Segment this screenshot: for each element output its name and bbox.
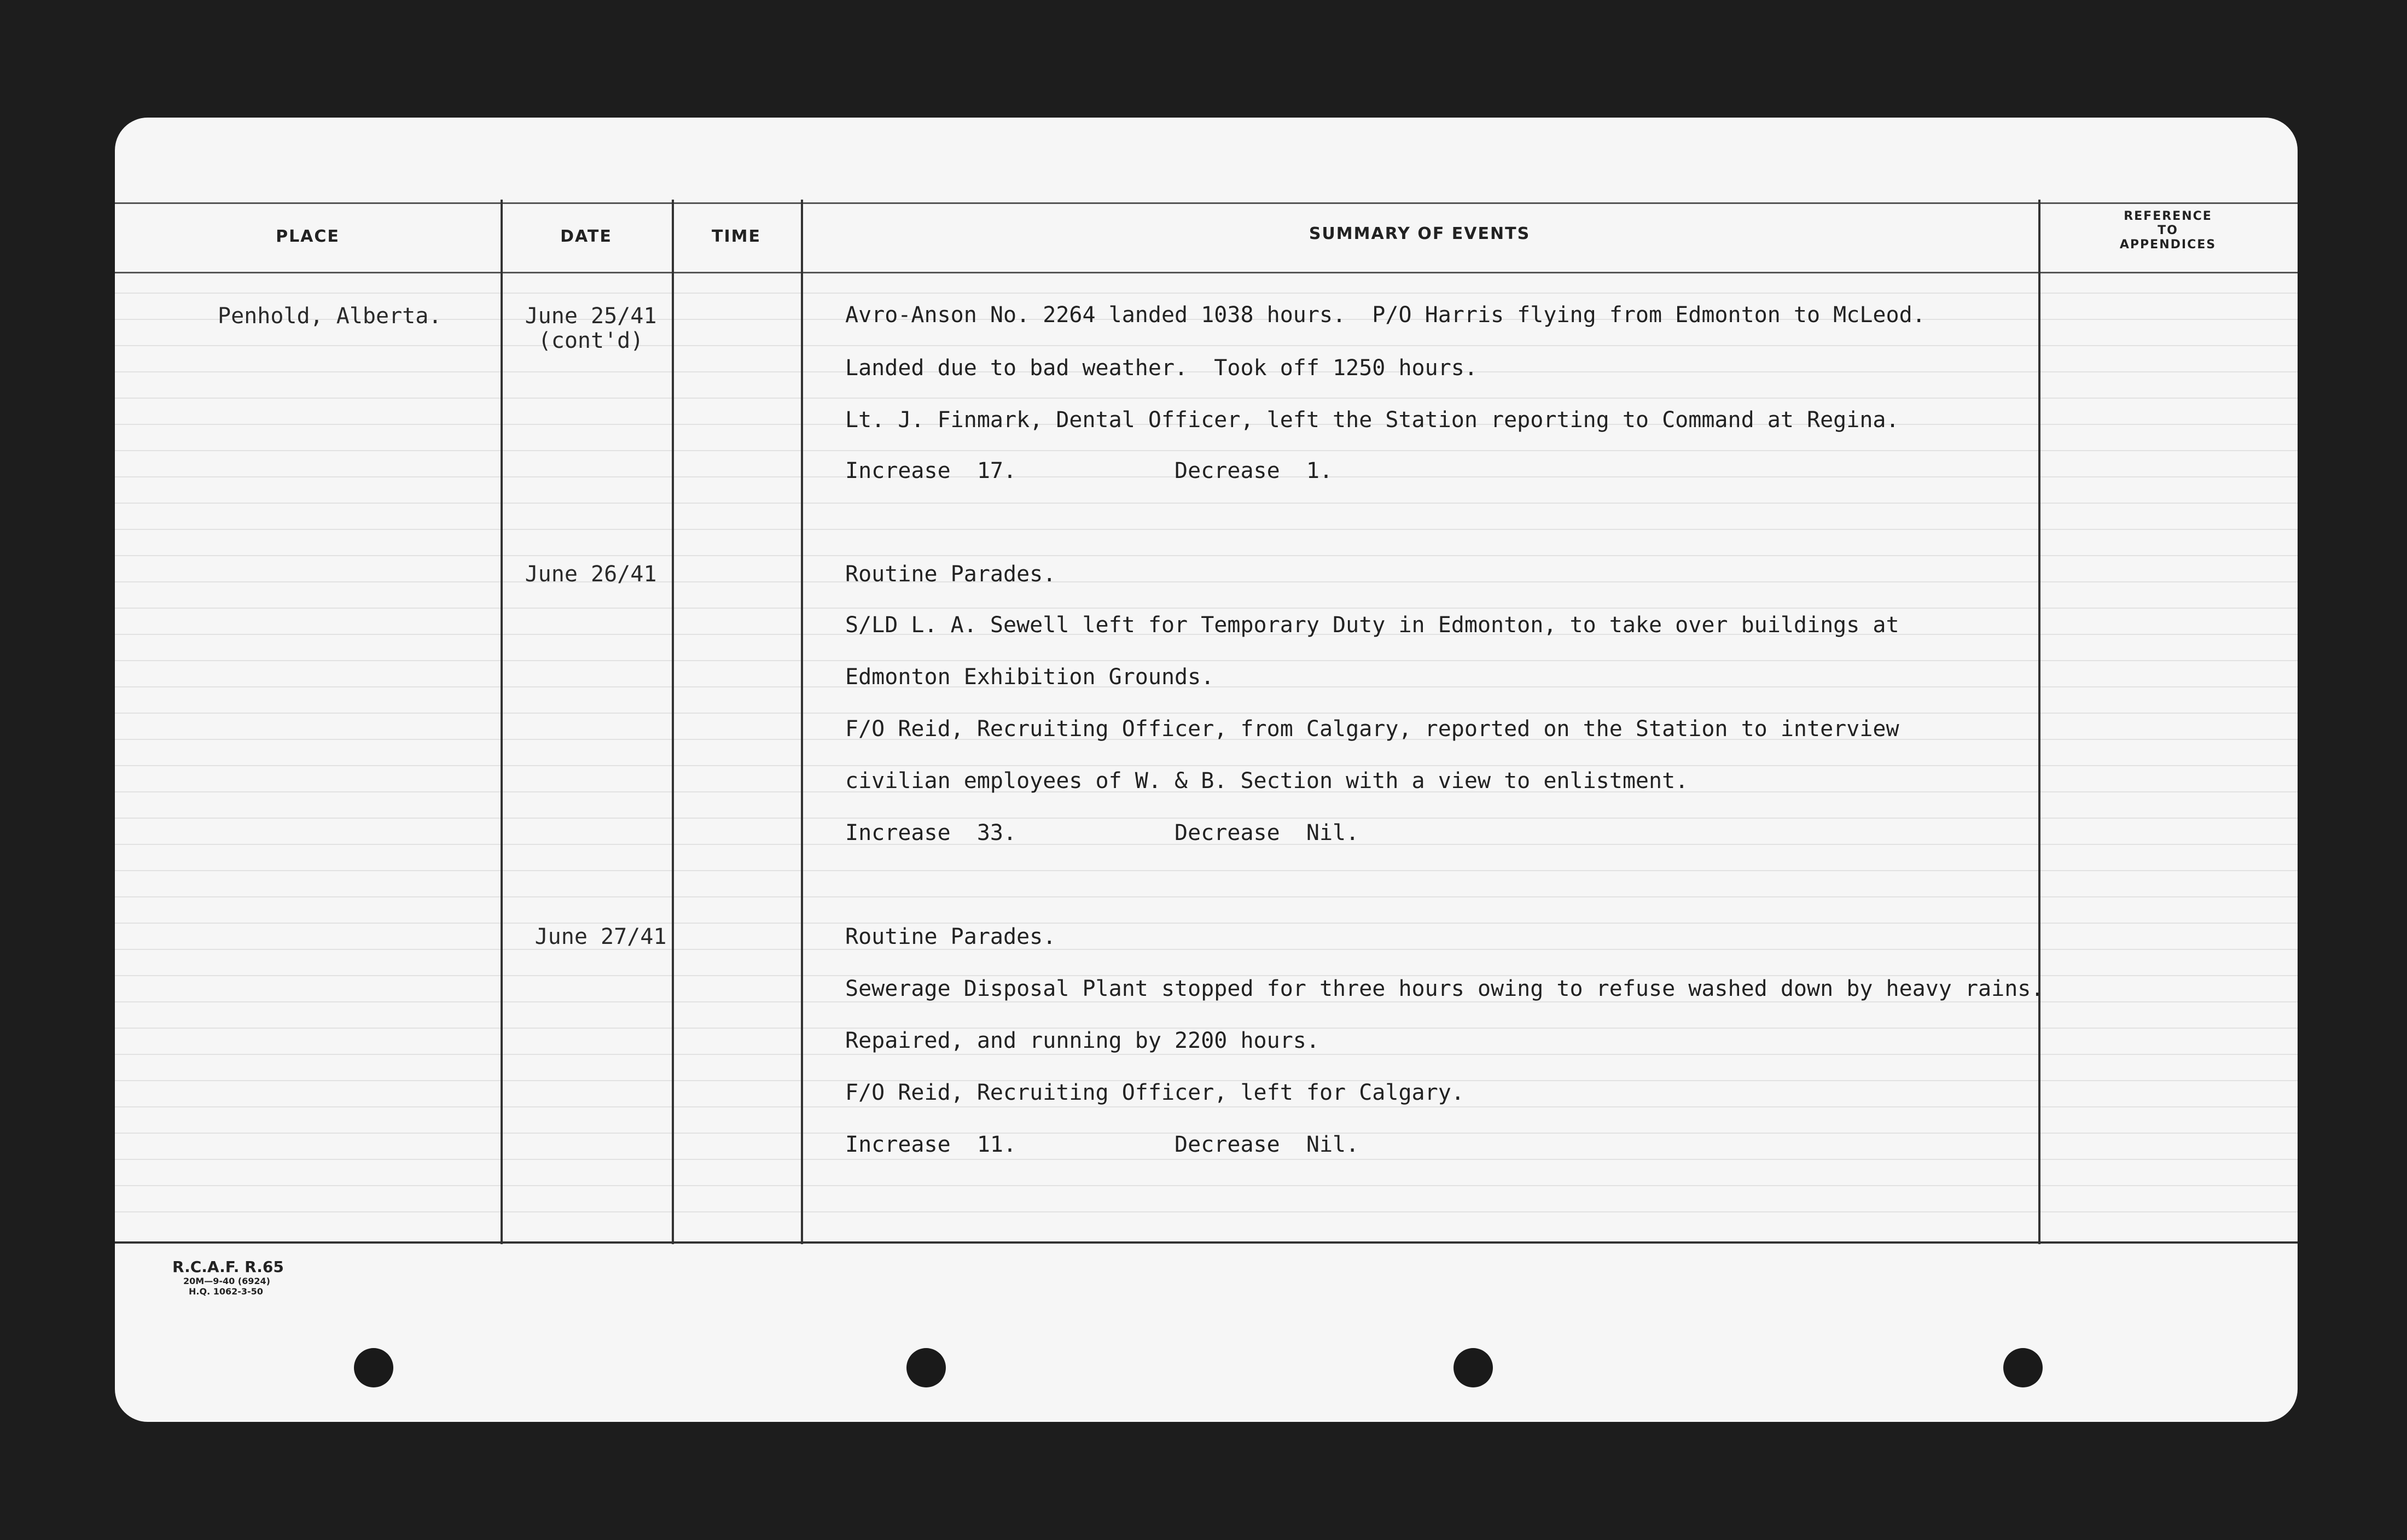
ruled-line: [115, 555, 2298, 556]
ruled-line: [115, 1106, 2298, 1107]
ruled-line: [115, 581, 2298, 582]
diary-form-page: [115, 118, 2298, 1422]
ruled-line: [115, 1054, 2298, 1055]
entry-date: June 25/41: [525, 304, 657, 329]
column-divider-date: [672, 200, 674, 1244]
summary-line: Repaired, and running by 2200 hours.: [845, 1028, 1319, 1053]
summary-line: Landed due to bad weather. Took off 1250 hours.: [845, 355, 1478, 381]
ruled-line: [115, 503, 2298, 504]
summary-line: Edmonton Exhibition Grounds.: [845, 664, 1214, 690]
print-code: 20M—9-40 (6924): [183, 1276, 270, 1286]
summary-line: Avro-Anson No. 2264 landed 1038 hours. P/O Harris flying from Edmonton to McLeod.: [845, 302, 1926, 328]
summary-line: Increase 11. Decrease Nil.: [845, 1132, 1359, 1157]
summary-line: Routine Parades.: [845, 924, 1056, 949]
ruled-line: [115, 949, 2298, 950]
header-reference-line-1: REFERENCE: [2124, 209, 2212, 223]
column-divider-time: [801, 200, 803, 1244]
binder-hole: [354, 1348, 393, 1387]
ruled-line: [115, 529, 2298, 530]
ruled-line: [115, 1185, 2298, 1186]
entry-date: June 27/41: [534, 924, 667, 949]
entry-date-note: (cont'd): [538, 328, 644, 353]
ruled-line: [115, 818, 2298, 819]
ruled-line: [115, 1159, 2298, 1160]
ruled-line: [115, 1211, 2298, 1212]
ruled-line: [115, 1001, 2298, 1002]
form-identifier: [172, 1258, 284, 1297]
summary-line: Routine Parades.: [845, 562, 1056, 587]
header-bottom-rule: [115, 272, 2298, 273]
header-reference-line-2: TO: [2158, 224, 2178, 237]
ruled-line: [115, 870, 2298, 871]
summary-line: Increase 17. Decrease 1.: [845, 458, 1333, 483]
summary-line: Increase 33. Decrease Nil.: [845, 820, 1359, 845]
summary-line: F/O Reid, Recruiting Officer, from Calgary, reported on the Station to interview: [845, 716, 1899, 742]
hq-code: H.Q. 1062-3-50: [189, 1286, 263, 1297]
ruled-line: [115, 765, 2298, 766]
binder-hole: [2003, 1348, 2043, 1387]
ruled-line: [115, 345, 2298, 346]
ruled-line: [115, 293, 2298, 294]
ruled-line: [115, 660, 2298, 661]
form-number: R.C.A.F. R.65: [172, 1258, 284, 1276]
table-bottom-rule: [115, 1241, 2298, 1244]
summary-line: Sewerage Disposal Plant stopped for three hours owing to refuse washed down by heavy rains.: [845, 976, 2044, 1001]
summary-line: civilian employees of W. & B. Section with a view to enlistment.: [845, 768, 1689, 794]
ruled-line: [115, 923, 2298, 924]
place-cell: Penhold, Alberta.: [218, 304, 442, 329]
header-date: DATE: [560, 227, 612, 246]
summary-line: S/LD L. A. Sewell left for Temporary Duty in Edmonton, to take over buildings at: [845, 612, 1899, 638]
header-place: PLACE: [276, 227, 340, 246]
binder-hole: [906, 1348, 946, 1387]
binder-hole: [1453, 1348, 1493, 1387]
header-top-rule: [115, 202, 2298, 204]
entry-date: June 26/41: [525, 562, 657, 587]
header-reference-line-3: APPENDICES: [2119, 238, 2217, 252]
ruled-line: [115, 713, 2298, 714]
summary-line: Lt. J. Finmark, Dental Officer, left the Station reporting to Command at Regina.: [845, 407, 1899, 433]
header-summary: SUMMARY OF EVENTS: [1309, 224, 1531, 243]
column-divider-place: [501, 200, 503, 1244]
ruled-line: [115, 450, 2298, 451]
summary-line: F/O Reid, Recruiting Officer, left for Calgary.: [845, 1080, 1464, 1105]
header-time: TIME: [712, 227, 761, 246]
column-divider-summary: [2038, 200, 2040, 1244]
ruled-line: [115, 896, 2298, 897]
ruled-line: [115, 608, 2298, 609]
ruled-line: [115, 398, 2298, 399]
header-reference-to-appendices: [2038, 209, 2298, 252]
